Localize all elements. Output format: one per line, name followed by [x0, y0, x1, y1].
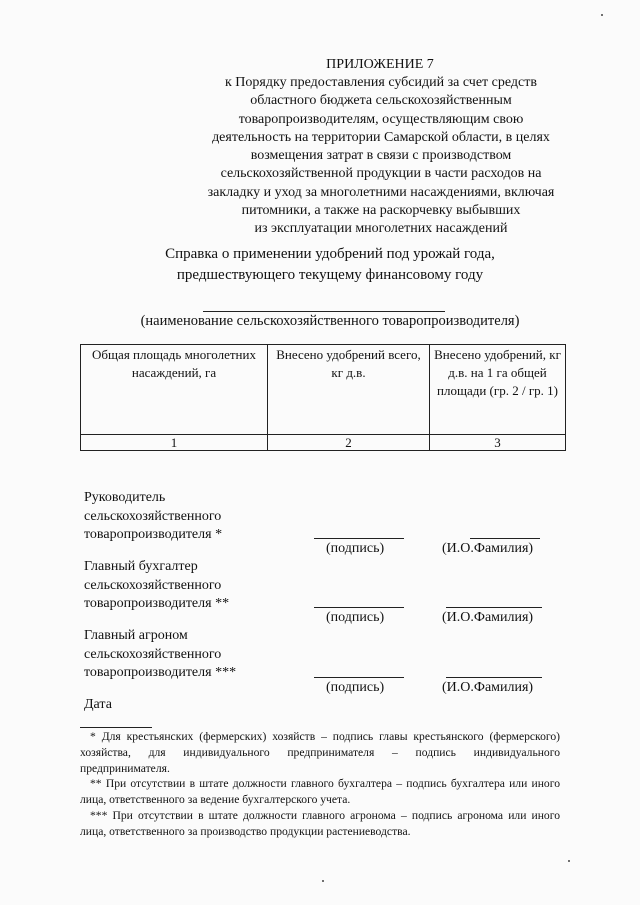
appendix-line: из эксплуатации многолетних насаждений: [254, 221, 508, 237]
signature-field[interactable]: [314, 677, 404, 678]
table-header-row: [81, 345, 566, 435]
fertilizer-table: [80, 344, 566, 451]
role-line: сельскохозяйственного: [84, 577, 222, 593]
role-line: товаропроизводителя **: [84, 596, 230, 611]
appendix-line: деятельность на территории Самарской области, в целях: [212, 129, 550, 145]
footnotes: [80, 729, 560, 840]
signature-caption: (подпись): [326, 610, 385, 625]
signature-caption: (подпись): [326, 541, 385, 556]
scan-speck: [601, 14, 603, 16]
role-line: товаропроизводителя *: [84, 527, 223, 542]
footnote: *** При отсутствии в штате должности главного агронома – подпись агронома или иного лица, ответственного за производство продукции растениеводства.: [80, 808, 560, 838]
name-field[interactable]: [446, 607, 542, 608]
signature-field[interactable]: [314, 538, 404, 539]
scan-speck: [322, 880, 324, 882]
appendix-line: закладку и уход за многолетними насаждениями, включая: [207, 184, 555, 200]
table-column-number: 3: [430, 435, 566, 451]
table-row: [81, 435, 566, 451]
org-name-field[interactable]: [203, 311, 445, 312]
table-column-number: 1: [81, 435, 268, 451]
role-line: сельскохозяйственного: [84, 508, 222, 524]
appendix-line: к Порядку предоставления субсидий за счет средств: [225, 75, 537, 90]
name-caption: (И.О.Фамилия): [442, 541, 534, 556]
footnote: ** При отсутствии в штате должности главного бухгалтера – подпись бухгалтера или иного лица, ответственного за ведение бухгалтерского учета.: [80, 777, 560, 807]
signature-role-director: [84, 489, 222, 545]
name-field[interactable]: [446, 677, 542, 678]
signature-caption: (подпись): [326, 680, 385, 695]
signature-role-chief-accountant: [84, 558, 229, 614]
appendix-line: областного бюджета сельскохозяйственным: [250, 93, 512, 109]
date-label: Дата: [84, 697, 112, 712]
role-line: Главный агроном: [84, 628, 188, 643]
footnote-divider: [80, 727, 152, 728]
signature-role-chief-agronomist: [84, 627, 236, 683]
appendix-subtitle: [186, 74, 576, 239]
footnote: * Для крестьянских (фермерских) хозяйств – подпись главы крестьянского (фермерского) хозяйства, для индивидуального предпринимателя – подпись индивидуального предпринимателя.: [80, 730, 560, 775]
name-caption: (И.О.Фамилия): [442, 680, 534, 695]
table-header-cell: Внесено удобрений, кг д.в. на 1 га общей площади (гр. 2 / гр. 1): [430, 345, 566, 435]
scan-speck: [568, 860, 570, 862]
appendix-line: сельскохозяйственной продукции в части расходов на: [220, 166, 542, 182]
org-name-caption: (наименование сельскохозяйственного товаропроизводителя): [140, 313, 520, 329]
table-header-cell: Внесено удобрений всего, кг д.в.: [268, 345, 430, 435]
appendix-line: возмещения затрат в связи с производством: [250, 148, 512, 164]
reference-title-line: предшествующего текущему финансовому году: [176, 267, 484, 283]
signature-field[interactable]: [314, 607, 404, 608]
role-line: товаропроизводителя ***: [84, 665, 237, 680]
role-line: сельскохозяйственного: [84, 646, 222, 662]
name-field[interactable]: [470, 538, 540, 539]
appendix-line: питомники, а также на раскорчевку выбывших: [241, 203, 521, 219]
table-column-number: 2: [268, 435, 430, 451]
appendix-title: ПРИЛОЖЕНИЕ 7: [326, 57, 434, 72]
reference-title: [120, 244, 540, 286]
appendix-line: товаропроизводителям, осуществляющим свою: [238, 111, 524, 127]
role-line: Руководитель: [84, 490, 166, 505]
name-caption: (И.О.Фамилия): [442, 610, 534, 625]
table-header-cell: Общая площадь многолетних насаждений, га: [81, 345, 268, 435]
role-line: Главный бухгалтер: [84, 559, 198, 574]
reference-title-line: Справка о применении удобрений под урожай года,: [165, 246, 495, 262]
